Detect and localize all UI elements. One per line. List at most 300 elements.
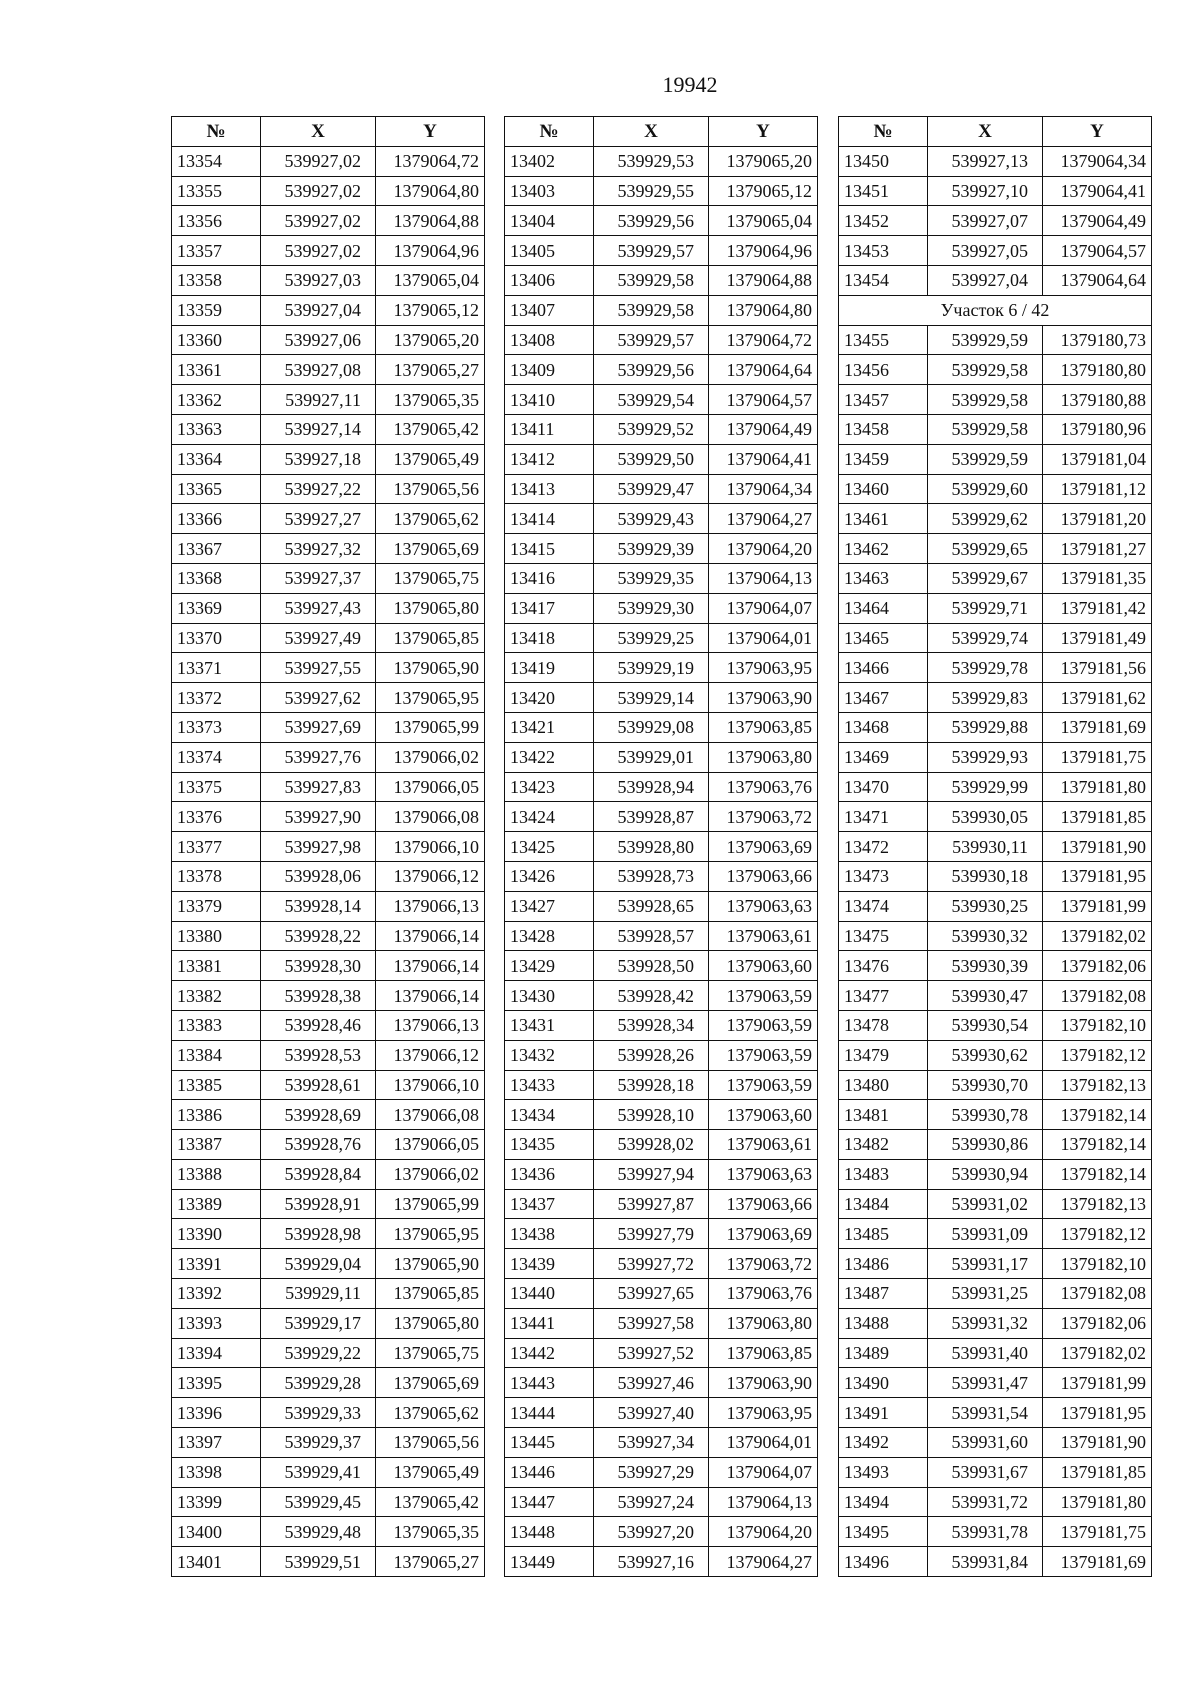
header-y: Y xyxy=(376,117,485,147)
x-coordinate-cell: 539929,56 xyxy=(594,206,709,236)
y-coordinate-cell: 1379064,01 xyxy=(709,1428,818,1458)
y-coordinate-cell: 1379181,35 xyxy=(1043,563,1152,593)
point-number-cell: 13421 xyxy=(505,712,594,742)
table-row xyxy=(505,1428,818,1458)
x-coordinate-cell: 539929,58 xyxy=(928,385,1043,415)
table-row xyxy=(505,1457,818,1487)
x-coordinate-cell: 539928,30 xyxy=(261,951,376,981)
x-coordinate-cell: 539927,02 xyxy=(261,146,376,176)
y-coordinate-cell: 1379065,20 xyxy=(709,146,818,176)
point-number-cell: 13435 xyxy=(505,1130,594,1160)
y-coordinate-cell: 1379063,59 xyxy=(709,1040,818,1070)
point-number-cell: 13383 xyxy=(172,1010,261,1040)
point-number-cell: 13496 xyxy=(839,1547,928,1577)
point-number-cell: 13374 xyxy=(172,742,261,772)
table-row xyxy=(172,772,485,802)
y-coordinate-cell: 1379063,72 xyxy=(709,1249,818,1279)
table-row xyxy=(839,1398,1152,1428)
x-coordinate-cell: 539927,58 xyxy=(594,1308,709,1338)
table-row xyxy=(839,1189,1152,1219)
x-coordinate-cell: 539929,17 xyxy=(261,1308,376,1338)
table-row xyxy=(505,921,818,951)
y-coordinate-cell: 1379065,56 xyxy=(376,1428,485,1458)
table-row xyxy=(172,1219,485,1249)
table-row xyxy=(172,355,485,385)
table-row xyxy=(172,1517,485,1547)
y-coordinate-cell: 1379065,49 xyxy=(376,444,485,474)
point-number-cell: 13422 xyxy=(505,742,594,772)
x-coordinate-cell: 539931,78 xyxy=(928,1517,1043,1547)
table-row xyxy=(505,832,818,862)
point-number-cell: 13355 xyxy=(172,176,261,206)
x-coordinate-cell: 539929,58 xyxy=(594,265,709,295)
table-row xyxy=(505,1338,818,1368)
point-number-cell: 13449 xyxy=(505,1547,594,1577)
y-coordinate-cell: 1379065,20 xyxy=(376,325,485,355)
table-row xyxy=(172,1308,485,1338)
x-coordinate-cell: 539931,67 xyxy=(928,1457,1043,1487)
x-coordinate-cell: 539929,51 xyxy=(261,1547,376,1577)
y-coordinate-cell: 1379063,95 xyxy=(709,1398,818,1428)
table-row xyxy=(172,1040,485,1070)
point-number-cell: 13466 xyxy=(839,653,928,683)
y-coordinate-cell: 1379064,01 xyxy=(709,623,818,653)
y-coordinate-cell: 1379064,27 xyxy=(709,1547,818,1577)
table-row xyxy=(505,1249,818,1279)
y-coordinate-cell: 1379065,35 xyxy=(376,1517,485,1547)
y-coordinate-cell: 1379064,96 xyxy=(709,236,818,266)
table-row xyxy=(505,265,818,295)
table-row xyxy=(839,1010,1152,1040)
y-coordinate-cell: 1379063,76 xyxy=(709,772,818,802)
point-number-cell: 13485 xyxy=(839,1219,928,1249)
point-number-cell: 13451 xyxy=(839,176,928,206)
y-coordinate-cell: 1379065,42 xyxy=(376,1487,485,1517)
table-row xyxy=(172,444,485,474)
table-row xyxy=(839,1547,1152,1577)
x-coordinate-cell: 539929,14 xyxy=(594,683,709,713)
y-coordinate-cell: 1379063,95 xyxy=(709,653,818,683)
table-row xyxy=(839,593,1152,623)
x-coordinate-cell: 539929,35 xyxy=(594,563,709,593)
table-row xyxy=(839,563,1152,593)
table-row xyxy=(172,951,485,981)
table-row xyxy=(839,474,1152,504)
point-number-cell: 13377 xyxy=(172,832,261,862)
y-coordinate-cell: 1379065,27 xyxy=(376,1547,485,1577)
point-number-cell: 13360 xyxy=(172,325,261,355)
y-coordinate-cell: 1379065,42 xyxy=(376,414,485,444)
point-number-cell: 13484 xyxy=(839,1189,928,1219)
x-coordinate-cell: 539927,27 xyxy=(261,504,376,534)
table-row xyxy=(839,504,1152,534)
x-coordinate-cell: 539929,47 xyxy=(594,474,709,504)
x-coordinate-cell: 539930,86 xyxy=(928,1130,1043,1160)
y-coordinate-cell: 1379181,69 xyxy=(1043,1547,1152,1577)
table-row xyxy=(172,832,485,862)
table-row xyxy=(505,355,818,385)
x-coordinate-cell: 539928,61 xyxy=(261,1070,376,1100)
table-row xyxy=(505,534,818,564)
table-row xyxy=(839,1279,1152,1309)
x-coordinate-cell: 539930,32 xyxy=(928,921,1043,951)
x-coordinate-cell: 539928,26 xyxy=(594,1040,709,1070)
point-number-cell: 13395 xyxy=(172,1368,261,1398)
x-coordinate-cell: 539927,79 xyxy=(594,1219,709,1249)
table-row xyxy=(172,1487,485,1517)
x-coordinate-cell: 539929,30 xyxy=(594,593,709,623)
x-coordinate-cell: 539929,53 xyxy=(594,146,709,176)
point-number-cell: 13367 xyxy=(172,534,261,564)
x-coordinate-cell: 539930,54 xyxy=(928,1010,1043,1040)
y-coordinate-cell: 1379063,80 xyxy=(709,742,818,772)
y-coordinate-cell: 1379181,56 xyxy=(1043,653,1152,683)
table-row xyxy=(839,1219,1152,1249)
y-coordinate-cell: 1379063,90 xyxy=(709,683,818,713)
y-coordinate-cell: 1379181,75 xyxy=(1043,1517,1152,1547)
point-number-cell: 13391 xyxy=(172,1249,261,1279)
x-coordinate-cell: 539930,94 xyxy=(928,1159,1043,1189)
x-coordinate-cell: 539928,76 xyxy=(261,1130,376,1160)
table-row xyxy=(839,414,1152,444)
point-number-cell: 13475 xyxy=(839,921,928,951)
point-number-cell: 13381 xyxy=(172,951,261,981)
x-coordinate-cell: 539931,09 xyxy=(928,1219,1043,1249)
table-header-row xyxy=(172,117,485,147)
y-coordinate-cell: 1379181,49 xyxy=(1043,623,1152,653)
y-coordinate-cell: 1379064,34 xyxy=(1043,146,1152,176)
point-number-cell: 13483 xyxy=(839,1159,928,1189)
x-coordinate-cell: 539929,93 xyxy=(928,742,1043,772)
y-coordinate-cell: 1379063,76 xyxy=(709,1279,818,1309)
point-number-cell: 13453 xyxy=(839,236,928,266)
y-coordinate-cell: 1379065,95 xyxy=(376,1219,485,1249)
coordinates-table-2 xyxy=(504,116,818,1577)
y-coordinate-cell: 1379181,95 xyxy=(1043,1398,1152,1428)
x-coordinate-cell: 539928,87 xyxy=(594,802,709,832)
y-coordinate-cell: 1379065,04 xyxy=(376,265,485,295)
table-row xyxy=(839,534,1152,564)
table-row xyxy=(839,1517,1152,1547)
coordinates-table-3 xyxy=(838,116,1152,1577)
point-number-cell: 13364 xyxy=(172,444,261,474)
point-number-cell: 13419 xyxy=(505,653,594,683)
table-row xyxy=(505,414,818,444)
x-coordinate-cell: 539929,57 xyxy=(594,236,709,266)
table-row xyxy=(839,1457,1152,1487)
table-row xyxy=(839,921,1152,951)
table-row xyxy=(172,712,485,742)
x-coordinate-cell: 539929,74 xyxy=(928,623,1043,653)
table-row xyxy=(839,1368,1152,1398)
x-coordinate-cell: 539927,02 xyxy=(261,176,376,206)
table-row xyxy=(839,385,1152,415)
x-coordinate-cell: 539927,22 xyxy=(261,474,376,504)
x-coordinate-cell: 539927,62 xyxy=(261,683,376,713)
y-coordinate-cell: 1379065,85 xyxy=(376,623,485,653)
x-coordinate-cell: 539929,56 xyxy=(594,355,709,385)
point-number-cell: 13479 xyxy=(839,1040,928,1070)
y-coordinate-cell: 1379182,12 xyxy=(1043,1219,1152,1249)
point-number-cell: 13424 xyxy=(505,802,594,832)
point-number-cell: 13414 xyxy=(505,504,594,534)
x-coordinate-cell: 539929,60 xyxy=(928,474,1043,504)
table-row xyxy=(505,325,818,355)
y-coordinate-cell: 1379066,13 xyxy=(376,1010,485,1040)
x-coordinate-cell: 539929,62 xyxy=(928,504,1043,534)
table-row xyxy=(839,861,1152,891)
coordinates-table-1 xyxy=(171,116,485,1577)
x-coordinate-cell: 539927,69 xyxy=(261,712,376,742)
y-coordinate-cell: 1379064,07 xyxy=(709,593,818,623)
table-row xyxy=(505,653,818,683)
table-row xyxy=(172,1100,485,1130)
table-row xyxy=(172,563,485,593)
y-coordinate-cell: 1379182,06 xyxy=(1043,951,1152,981)
point-number-cell: 13365 xyxy=(172,474,261,504)
table-row xyxy=(839,1070,1152,1100)
y-coordinate-cell: 1379182,13 xyxy=(1043,1070,1152,1100)
x-coordinate-cell: 539930,18 xyxy=(928,861,1043,891)
y-coordinate-cell: 1379181,85 xyxy=(1043,802,1152,832)
y-coordinate-cell: 1379066,08 xyxy=(376,802,485,832)
x-coordinate-cell: 539929,08 xyxy=(594,712,709,742)
table-row xyxy=(839,653,1152,683)
point-number-cell: 13375 xyxy=(172,772,261,802)
point-number-cell: 13437 xyxy=(505,1189,594,1219)
point-number-cell: 13427 xyxy=(505,891,594,921)
x-coordinate-cell: 539930,05 xyxy=(928,802,1043,832)
y-coordinate-cell: 1379063,66 xyxy=(709,1189,818,1219)
point-number-cell: 13439 xyxy=(505,1249,594,1279)
y-coordinate-cell: 1379182,14 xyxy=(1043,1159,1152,1189)
y-coordinate-cell: 1379063,63 xyxy=(709,1159,818,1189)
point-number-cell: 13389 xyxy=(172,1189,261,1219)
x-coordinate-cell: 539927,83 xyxy=(261,772,376,802)
y-coordinate-cell: 1379064,64 xyxy=(1043,265,1152,295)
x-coordinate-cell: 539930,25 xyxy=(928,891,1043,921)
y-coordinate-cell: 1379181,85 xyxy=(1043,1457,1152,1487)
x-coordinate-cell: 539929,37 xyxy=(261,1428,376,1458)
x-coordinate-cell: 539928,91 xyxy=(261,1189,376,1219)
point-number-cell: 13468 xyxy=(839,712,928,742)
table-row xyxy=(505,1040,818,1070)
x-coordinate-cell: 539929,59 xyxy=(928,325,1043,355)
x-coordinate-cell: 539928,84 xyxy=(261,1159,376,1189)
y-coordinate-cell: 1379181,99 xyxy=(1043,1368,1152,1398)
x-coordinate-cell: 539928,69 xyxy=(261,1100,376,1130)
point-number-cell: 13408 xyxy=(505,325,594,355)
x-coordinate-cell: 539929,67 xyxy=(928,563,1043,593)
table-row xyxy=(505,802,818,832)
point-number-cell: 13431 xyxy=(505,1010,594,1040)
point-number-cell: 13358 xyxy=(172,265,261,295)
point-number-cell: 13423 xyxy=(505,772,594,802)
y-coordinate-cell: 1379064,57 xyxy=(1043,236,1152,266)
point-number-cell: 13384 xyxy=(172,1040,261,1070)
y-coordinate-cell: 1379065,75 xyxy=(376,563,485,593)
x-coordinate-cell: 539928,14 xyxy=(261,891,376,921)
x-coordinate-cell: 539929,58 xyxy=(928,355,1043,385)
point-number-cell: 13361 xyxy=(172,355,261,385)
y-coordinate-cell: 1379065,35 xyxy=(376,385,485,415)
y-coordinate-cell: 1379065,80 xyxy=(376,1308,485,1338)
table-row xyxy=(172,504,485,534)
table-row xyxy=(172,1279,485,1309)
table-row xyxy=(839,951,1152,981)
point-number-cell: 13487 xyxy=(839,1279,928,1309)
point-number-cell: 13404 xyxy=(505,206,594,236)
x-coordinate-cell: 539927,65 xyxy=(594,1279,709,1309)
point-number-cell: 13411 xyxy=(505,414,594,444)
table-row xyxy=(172,206,485,236)
x-coordinate-cell: 539929,45 xyxy=(261,1487,376,1517)
y-coordinate-cell: 1379180,73 xyxy=(1043,325,1152,355)
table-row xyxy=(505,1517,818,1547)
table-row xyxy=(172,146,485,176)
x-coordinate-cell: 539927,72 xyxy=(594,1249,709,1279)
table-row xyxy=(505,1189,818,1219)
table-row xyxy=(505,1159,818,1189)
x-coordinate-cell: 539931,72 xyxy=(928,1487,1043,1517)
point-number-cell: 13417 xyxy=(505,593,594,623)
table-row xyxy=(172,1457,485,1487)
y-coordinate-cell: 1379064,88 xyxy=(376,206,485,236)
y-coordinate-cell: 1379181,62 xyxy=(1043,683,1152,713)
table-row xyxy=(839,1338,1152,1368)
x-coordinate-cell: 539928,53 xyxy=(261,1040,376,1070)
point-number-cell: 13429 xyxy=(505,951,594,981)
table-row xyxy=(172,1428,485,1458)
table-row xyxy=(839,1130,1152,1160)
header-y: Y xyxy=(1043,117,1152,147)
table-row xyxy=(839,444,1152,474)
table-row xyxy=(839,1487,1152,1517)
table-row xyxy=(505,981,818,1011)
table-row xyxy=(505,623,818,653)
table-row xyxy=(505,1487,818,1517)
y-coordinate-cell: 1379063,85 xyxy=(709,712,818,742)
y-coordinate-cell: 1379063,72 xyxy=(709,802,818,832)
x-coordinate-cell: 539928,80 xyxy=(594,832,709,862)
y-coordinate-cell: 1379066,13 xyxy=(376,891,485,921)
point-number-cell: 13476 xyxy=(839,951,928,981)
y-coordinate-cell: 1379066,12 xyxy=(376,861,485,891)
point-number-cell: 13455 xyxy=(839,325,928,355)
point-number-cell: 13494 xyxy=(839,1487,928,1517)
y-coordinate-cell: 1379064,41 xyxy=(1043,176,1152,206)
table-row xyxy=(172,176,485,206)
table-row xyxy=(505,1100,818,1130)
point-number-cell: 13379 xyxy=(172,891,261,921)
y-coordinate-cell: 1379066,10 xyxy=(376,1070,485,1100)
y-coordinate-cell: 1379180,96 xyxy=(1043,414,1152,444)
y-coordinate-cell: 1379066,12 xyxy=(376,1040,485,1070)
x-coordinate-cell: 539929,65 xyxy=(928,534,1043,564)
point-number-cell: 13443 xyxy=(505,1368,594,1398)
table-row xyxy=(505,1130,818,1160)
y-coordinate-cell: 1379182,08 xyxy=(1043,1279,1152,1309)
point-number-cell: 13394 xyxy=(172,1338,261,1368)
table-row xyxy=(839,623,1152,653)
table-row xyxy=(172,1338,485,1368)
point-number-cell: 13436 xyxy=(505,1159,594,1189)
table-row xyxy=(505,1308,818,1338)
x-coordinate-cell: 539927,20 xyxy=(594,1517,709,1547)
table-row xyxy=(172,802,485,832)
x-coordinate-cell: 539931,25 xyxy=(928,1279,1043,1309)
y-coordinate-cell: 1379064,49 xyxy=(709,414,818,444)
y-coordinate-cell: 1379066,14 xyxy=(376,921,485,951)
table-row xyxy=(172,1249,485,1279)
y-coordinate-cell: 1379181,80 xyxy=(1043,772,1152,802)
point-number-cell: 13373 xyxy=(172,712,261,742)
point-number-cell: 13481 xyxy=(839,1100,928,1130)
x-coordinate-cell: 539931,84 xyxy=(928,1547,1043,1577)
x-coordinate-cell: 539927,07 xyxy=(928,206,1043,236)
y-coordinate-cell: 1379065,04 xyxy=(709,206,818,236)
x-coordinate-cell: 539928,06 xyxy=(261,861,376,891)
point-number-cell: 13393 xyxy=(172,1308,261,1338)
point-number-cell: 13432 xyxy=(505,1040,594,1070)
point-number-cell: 13482 xyxy=(839,1130,928,1160)
point-number-cell: 13464 xyxy=(839,593,928,623)
x-coordinate-cell: 539927,29 xyxy=(594,1457,709,1487)
header-x: X xyxy=(594,117,709,147)
x-coordinate-cell: 539929,48 xyxy=(261,1517,376,1547)
point-number-cell: 13415 xyxy=(505,534,594,564)
table-row xyxy=(172,414,485,444)
table-row xyxy=(172,742,485,772)
y-coordinate-cell: 1379181,90 xyxy=(1043,1428,1152,1458)
y-coordinate-cell: 1379065,12 xyxy=(709,176,818,206)
point-number-cell: 13490 xyxy=(839,1368,928,1398)
point-number-cell: 13495 xyxy=(839,1517,928,1547)
point-number-cell: 13474 xyxy=(839,891,928,921)
point-number-cell: 13425 xyxy=(505,832,594,862)
point-number-cell: 13491 xyxy=(839,1398,928,1428)
table-row xyxy=(172,981,485,1011)
y-coordinate-cell: 1379064,80 xyxy=(709,295,818,325)
point-number-cell: 13467 xyxy=(839,683,928,713)
y-coordinate-cell: 1379182,12 xyxy=(1043,1040,1152,1070)
point-number-cell: 13386 xyxy=(172,1100,261,1130)
header-x: X xyxy=(261,117,376,147)
y-coordinate-cell: 1379181,90 xyxy=(1043,832,1152,862)
x-coordinate-cell: 539927,46 xyxy=(594,1368,709,1398)
point-number-cell: 13400 xyxy=(172,1517,261,1547)
point-number-cell: 13401 xyxy=(172,1547,261,1577)
point-number-cell: 13470 xyxy=(839,772,928,802)
table-row xyxy=(839,1040,1152,1070)
point-number-cell: 13438 xyxy=(505,1219,594,1249)
x-coordinate-cell: 539929,55 xyxy=(594,176,709,206)
table-row xyxy=(172,921,485,951)
point-number-cell: 13428 xyxy=(505,921,594,951)
x-coordinate-cell: 539928,42 xyxy=(594,981,709,1011)
table-row xyxy=(839,1249,1152,1279)
y-coordinate-cell: 1379182,13 xyxy=(1043,1189,1152,1219)
table-row xyxy=(839,355,1152,385)
y-coordinate-cell: 1379066,05 xyxy=(376,772,485,802)
point-number-cell: 13488 xyxy=(839,1308,928,1338)
point-number-cell: 13363 xyxy=(172,414,261,444)
x-coordinate-cell: 539929,41 xyxy=(261,1457,376,1487)
y-coordinate-cell: 1379065,80 xyxy=(376,593,485,623)
point-number-cell: 13433 xyxy=(505,1070,594,1100)
x-coordinate-cell: 539927,03 xyxy=(261,265,376,295)
x-coordinate-cell: 539931,17 xyxy=(928,1249,1043,1279)
